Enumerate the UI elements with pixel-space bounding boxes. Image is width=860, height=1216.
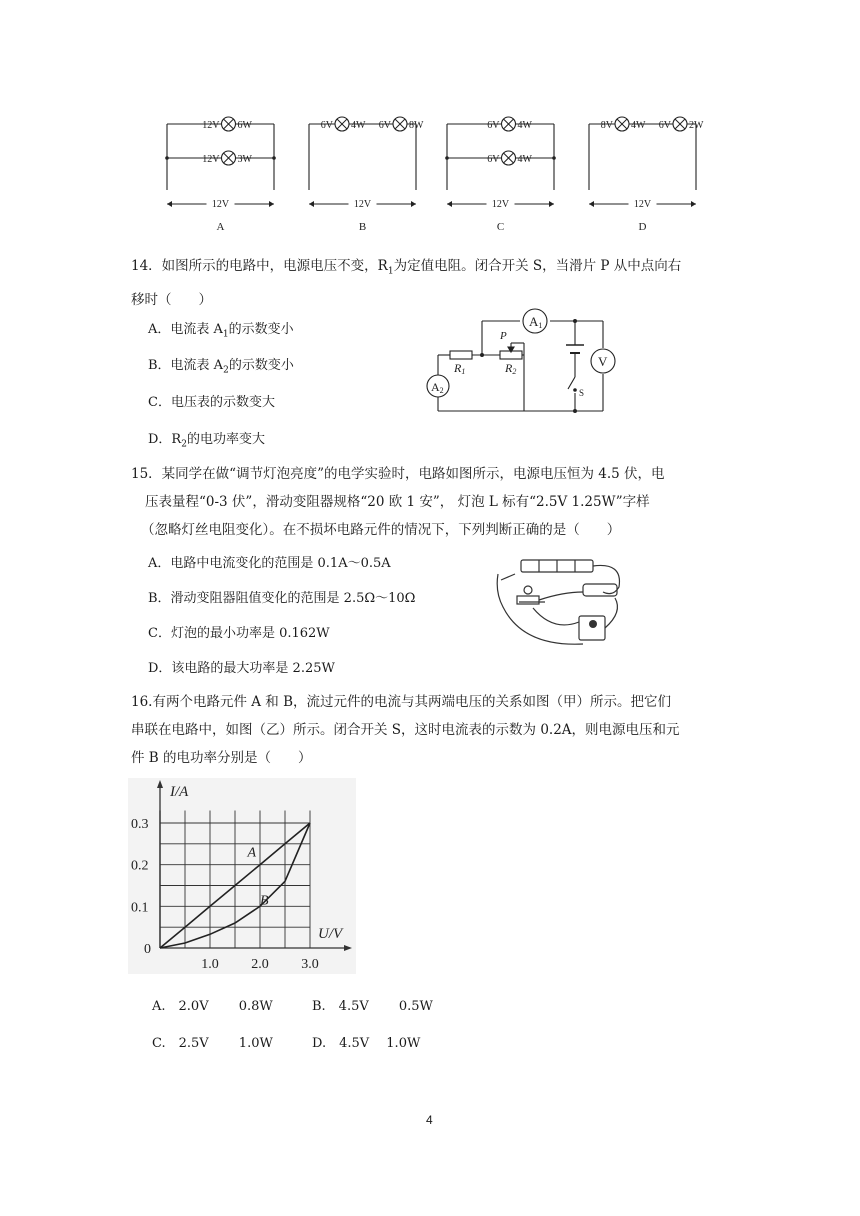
- y-tick-label: 0.2: [131, 858, 149, 874]
- bulb2-voltage: 6V: [487, 154, 500, 165]
- origin-label: 0: [144, 942, 151, 957]
- q16-text: [131, 688, 771, 772]
- q15-text: [131, 460, 771, 544]
- q14-text: 14．如图所示的电路中，电源电压不变，$R_1$为定值电阻。闭合开关 S，当滑片 P 从中点向右 移时（ ）: [131, 252, 731, 314]
- circuit-letter: A: [216, 221, 225, 233]
- q15-option-d[interactable]: D．该电路的最大功率是 2.25W: [148, 661, 335, 676]
- q15-option-b[interactable]: B．滑动变阻器阻值变化的范围是 2.5Ω～10Ω: [148, 591, 416, 606]
- bulb1-voltage: 12V: [202, 120, 220, 131]
- supply-voltage: 12V: [211, 199, 230, 210]
- x-tick-label: 2.0: [251, 957, 269, 972]
- q16-line1: 16.有两个电路元件 A 和 B，流过元件的电流与其两端电压的关系如图（甲）所示。把它们: [131, 694, 672, 710]
- y-tick-label: 0.3: [131, 817, 149, 832]
- x-tick-label: 3.0: [301, 957, 319, 972]
- circuit-letter: C: [496, 221, 505, 233]
- q15-line1: 15．某同学在做“调节灯泡亮度”的电学实验时，电路如图所示，电源电压恒为 4.5 伏，电: [131, 466, 665, 482]
- q14-option-d[interactable]: D．$R_2$的电功率变大: [148, 432, 265, 450]
- circuit-d: [589, 117, 704, 233]
- bulb1-voltage: 6V: [320, 120, 333, 131]
- q14-line1: 14．如图所示的电路中，电源电压不变，R: [131, 258, 388, 274]
- circuit-diagrams-abcd: [150, 100, 730, 235]
- iu-chart: [128, 778, 356, 974]
- q15-option-c[interactable]: C．灯泡的最小功率是 0.162W: [148, 626, 330, 641]
- q15-circuit-photo: [493, 552, 633, 652]
- bulb2-voltage: 12V: [202, 154, 220, 165]
- bulb2-power: 3W: [237, 154, 252, 165]
- q16-option-c[interactable]: C. 2.5V 1.0W: [152, 1036, 273, 1051]
- q15-line3: （忽略灯丝电阻变化）。在不损坏电路元件的情况下，下列判断正确的是（ ）: [141, 522, 621, 538]
- q14-circuit-diagram: [420, 305, 625, 417]
- q16-option-d[interactable]: D. 4.5V 1.0W: [312, 1036, 421, 1051]
- ammeter-a2: [427, 375, 449, 397]
- circuit-letter: B: [358, 221, 367, 233]
- q16-line2: 串联在电路中，如图（乙）所示。闭合开关 S，这时电流表的示数为 0.2A，则电源电压和元: [131, 722, 680, 738]
- q15-line2: 压表量程“0-3 伏”，滑动变阻器规格“20 欧 1 安”， 灯泡 L 标有“2.5V 1.25W”字样: [145, 494, 650, 510]
- bulb1-voltage: 6V: [487, 120, 500, 131]
- bulb2-power: 2W: [689, 120, 704, 131]
- supply-voltage: 12V: [633, 199, 652, 210]
- q14-line2: 移时（ ）: [131, 291, 212, 308]
- svg-text:A1: A1: [529, 314, 543, 330]
- bulb1-power: 4W: [631, 120, 646, 131]
- circuit-a: [165, 117, 276, 233]
- series-a-label: A: [247, 845, 257, 861]
- y-tick-label: 0.1: [131, 900, 149, 916]
- y-axis-label: I/A: [170, 784, 189, 800]
- bulb1-voltage: 8V: [600, 120, 613, 131]
- x-tick-label: 1.0: [201, 957, 219, 972]
- page-number: 4: [426, 1113, 433, 1127]
- q16-option-b[interactable]: B. 4.5V 0.5W: [312, 999, 433, 1014]
- q14-option-a[interactable]: A．电流表 $A_1$的示数变小: [148, 322, 294, 340]
- circuit-b: [309, 117, 424, 233]
- x-axis-label: U/V: [318, 926, 343, 942]
- label-p: P: [500, 330, 507, 342]
- bulb2-power: 8W: [409, 120, 424, 131]
- q16-option-a[interactable]: A. 2.0V 0.8W: [152, 999, 273, 1014]
- bulb2-voltage: 6V: [658, 120, 671, 131]
- label-r2: R2: [505, 361, 517, 376]
- series-b-label: B: [260, 893, 269, 909]
- q16-line3: 件 B 的电功率分别是（ ）: [131, 750, 312, 766]
- supply-voltage: 12V: [353, 199, 372, 210]
- q14-option-b[interactable]: B．电流表 $A_2$的示数变小: [148, 358, 294, 376]
- label-s: S: [579, 388, 585, 398]
- bulb2-power: 4W: [517, 154, 532, 165]
- svg-text:A2: A2: [431, 380, 444, 395]
- q14-option-c[interactable]: C．电压表的示数变大: [148, 395, 275, 410]
- voltmeter-v: [591, 349, 615, 373]
- circuit-letter: D: [638, 221, 647, 233]
- bulb1-power: 6W: [237, 120, 252, 131]
- svg-text:V: V: [598, 354, 608, 369]
- q15-option-a[interactable]: A．电路中电流变化的范围是 0.1A～0.5A: [148, 556, 391, 571]
- circuit-c: [445, 117, 556, 233]
- bulb1-power: 4W: [517, 120, 532, 131]
- bulb1-power: 4W: [351, 120, 366, 131]
- supply-voltage: 12V: [491, 199, 510, 210]
- bulb2-voltage: 6V: [378, 120, 391, 131]
- label-r1: R1: [454, 361, 466, 376]
- chart-background: [128, 778, 356, 974]
- ammeter-a1: [523, 309, 547, 333]
